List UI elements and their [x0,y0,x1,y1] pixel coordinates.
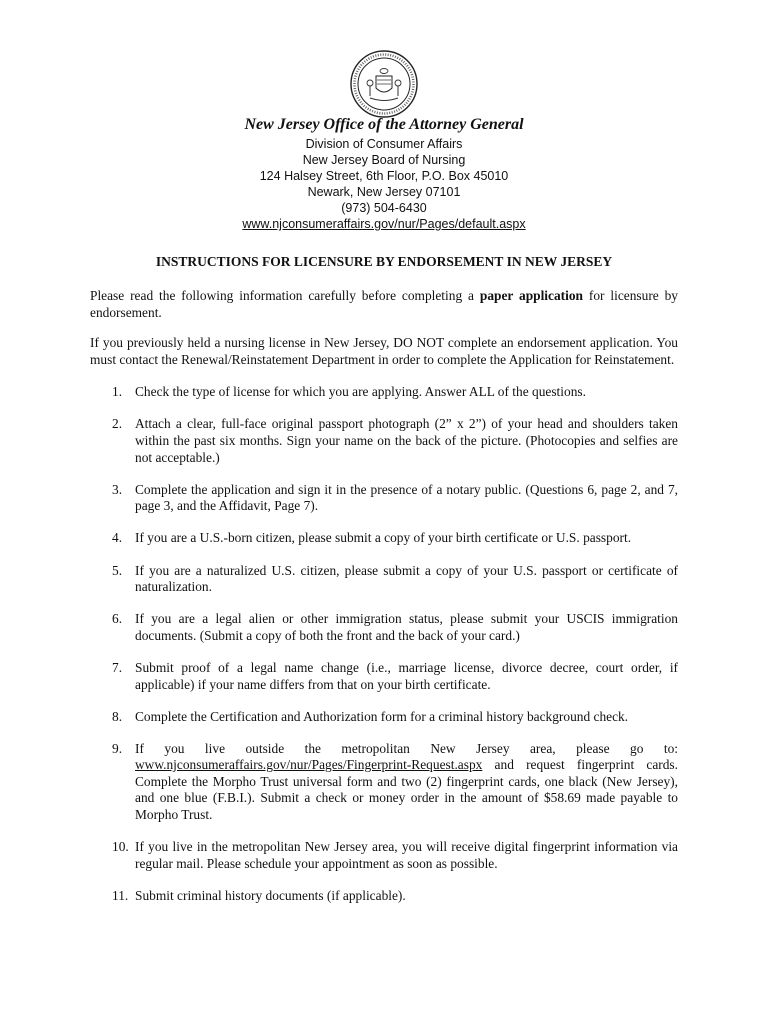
page-title: INSTRUCTIONS FOR LICENSURE BY ENDORSEMENT IN NEW JERSEY [155,254,613,269]
list-item: 2. Attach a clear, full-face original passport photograph (2” x 2”) of your head and shoulders taken within the past six months. Sign your name on the back of the picture. (Photocopies and selfies are not acceptable.) [112,416,678,465]
list-item: 3. Complete the application and sign it in the presence of a notary public. (Questions 6, page 2, and 7, page 3, and the Affidavit, Page 7). [112,481,678,514]
list-item: 6. If you are a legal alien or other immigration status, please submit your USCIS immigration documents. (Submit a copy of both the front and the back of your card.) [112,611,678,643]
phone-number: (973) 504-6430 [341,201,427,215]
address-line-2: Newark, New Jersey 07101 [307,185,461,199]
list-item: 7. Submit proof of a legal name change (i.e., marriage license, divorce decree, court order, if applicable) if your name differs from that on your birth certificate. [112,659,678,692]
paper-application-emphasis: paper application [479,288,583,303]
address-line-1: 124 Halsey Street, 6th Floor, P.O. Box 45010 [259,169,509,183]
list-item: 4. If you are a U.S.-born citizen, please submit a copy of your birth certificate or U.S. passport. [112,530,632,546]
division-name: Division of Consumer Affairs [305,137,463,151]
intro-paragraph-1: Please read the following information carefully before completing a paper application for licensure by endorsement. [90,288,679,320]
list-item: 9. If you live outside the metropolitan New Jersey area, please go to: www.njconsumeraffairs.gov/nur/Pages/Fingerprint-Request.aspx and request fingerprint cards. Complete the Morpho Trust universal form and two (2) fingerprint cards, one black (New Jersey), and one blue (F.B.I.). Submit a check or money order in the amount of $58.69 made payable to Morpho Trust. [112,740,678,823]
org-name: New Jersey Office of the Attorney General [244,116,524,133]
letterhead [0,115,768,232]
list-item: 8. Complete the Certification and Authorization form for a criminal history background check. [112,708,629,724]
list-item: 11. Submit criminal history documents (if applicable). [112,887,406,903]
instructions-body [90,288,678,904]
intro-paragraph-2: If you previously held a nursing license in New Jersey, DO NOT complete an endorsement application. You must contact the Renewal/Reinstatement Department in order to complete the Application for Reinstatement. [90,335,678,367]
fingerprint-request-link[interactable]: www.njconsumeraffairs.gov/nur/Pages/Fingerprint-Request.aspx [135,757,483,773]
list-item: 5. If you are a naturalized U.S. citizen, please submit a copy of your U.S. passport or certificate of naturalization. [112,562,678,595]
list-item: 1. Check the type of license for which you are applying. Answer ALL of the questions. [112,384,586,400]
instruction-list [90,384,678,904]
list-item: 10. If you live in the metropolitan New Jersey area, you will receive digital fingerprint information via regular mail. Please schedule your appointment as soon as possible. [112,839,678,871]
board-name: New Jersey Board of Nursing [302,153,466,167]
nj-state-seal-icon [350,50,418,118]
website-link[interactable]: www.njconsumeraffairs.gov/nur/Pages/default.aspx [242,217,526,231]
